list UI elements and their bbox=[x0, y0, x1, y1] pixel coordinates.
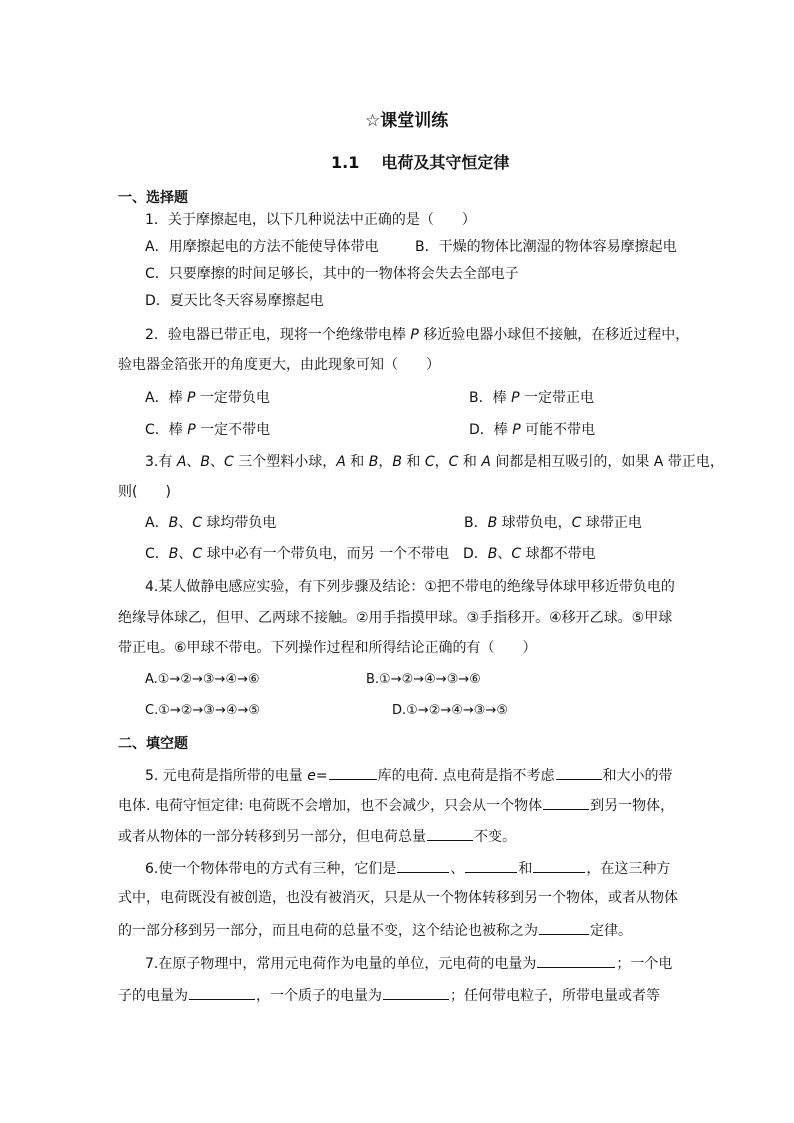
q2-stem-line2: 验电器金箔张开的角度更大，由此现象可知（ ） bbox=[118, 357, 440, 373]
q4-stem-line2: 绝缘导体球乙，但甲、乙两球不接触。②用手指摸甲球。③手指移开。④移开乙球。⑤甲球 bbox=[118, 610, 673, 626]
q5-line3: 或者从物体的一部分转移到另一部分，但电荷总量 不变。 bbox=[118, 826, 516, 846]
answer-blank[interactable] bbox=[397, 858, 449, 873]
answer-blank[interactable] bbox=[533, 858, 585, 873]
q5-line2: 电体. 电荷守恒定律: 电荷既不会增加，也不会减少，只会从一个物体 到另一物体， bbox=[118, 795, 674, 815]
section-heading bbox=[331, 150, 509, 173]
answer-blank[interactable] bbox=[537, 953, 615, 968]
q6-line3: 的一部分移到另一部分，而且电荷的总量不变，这个结论也被称之为 定律。 bbox=[118, 920, 632, 940]
q7-line2: 子的电量为 ，一个质子的电量为 ；任何带电粒子，所带电量或者等 bbox=[118, 985, 660, 1005]
answer-blank[interactable] bbox=[189, 985, 255, 1000]
q4-stem-line1: 4.某人做静电感应实验，有下列步骤及结论：①把不带电的绝缘导体球甲移近带负电的 bbox=[145, 579, 675, 595]
answer-blank[interactable] bbox=[539, 920, 589, 935]
q1-option-d: D．夏天比冬天容易摩擦起电 bbox=[145, 293, 324, 309]
q3-option-c: C．B、C 球中必有一个带负电，而另 一个不带电 bbox=[145, 546, 450, 562]
q4-option-b: B.①→②→④→③→⑥ bbox=[366, 672, 481, 687]
answer-blank[interactable] bbox=[556, 765, 602, 780]
q1-option-c: C．只要摩擦的时间足够长，其中的一物体将会失去全部电子 bbox=[145, 266, 519, 282]
q4-option-d: D.①→②→④→③→⑤ bbox=[392, 703, 508, 718]
q4-stem-line3: 带正电。⑥甲球不带电。下列操作过程和所得结论正确的有（ ） bbox=[118, 640, 537, 656]
q3-option-b: B．B 球带负电，C 球带正电 bbox=[464, 515, 642, 531]
section-title: 电荷及其守恒定律 bbox=[381, 153, 510, 172]
q3-option-a: A．B、C 球均带负电 bbox=[145, 515, 277, 531]
q6-line2: 式中，电荷既没有被创造，也没有被消灭，只是从一个物体转移到另一个物体，或者从物体 bbox=[118, 890, 678, 906]
section-number: 1.1 bbox=[331, 153, 360, 172]
q7-line1: 7.在原子物理中，常用元电荷作为电量的单位，元电荷的电量为 ；一个电 bbox=[145, 953, 672, 973]
answer-blank[interactable] bbox=[465, 858, 517, 873]
page-title: ☆课堂训练 bbox=[365, 111, 449, 131]
answer-blank[interactable] bbox=[427, 826, 473, 841]
q4-option-a: A.①→②→③→④→⑥ bbox=[145, 672, 260, 687]
section-label-choice: 一、选择题 bbox=[118, 190, 188, 206]
section-label-fill: 二、填空题 bbox=[118, 736, 188, 752]
q1-option-b: B．干燥的物体比潮湿的物体容易摩擦起电 bbox=[415, 239, 677, 255]
q1-option-a: A．用摩擦起电的方法不能使导体带电 bbox=[145, 239, 379, 255]
q3-stem-line1: 3.有 A、B、C 三个塑料小球，A 和 B，B 和 C，C 和 A 间都是相互吸引的，如果 A 带正电， bbox=[145, 454, 724, 470]
q6-line1: 6.使一个物体带电的方式有三种，它们是 、 和 ，在这三种方 bbox=[145, 858, 670, 878]
q2-option-a: A．棒 P 一定带负电 bbox=[145, 390, 270, 406]
answer-blank[interactable] bbox=[329, 765, 377, 780]
q2-option-d: D．棒 P 可能不带电 bbox=[469, 422, 596, 438]
answer-blank[interactable] bbox=[543, 795, 589, 810]
q2-stem-line1: 2．验电器已带正电，现将一个绝缘带电棒 P 移近验电器小球但不接触，在移近过程中， bbox=[145, 327, 690, 343]
answer-blank[interactable] bbox=[383, 985, 449, 1000]
q2-option-b: B．棒 P 一定带正电 bbox=[469, 390, 594, 406]
q1-stem: 1．关于摩擦起电，以下几种说法中正确的是（ ） bbox=[145, 212, 476, 228]
q5-line1: 5. 元电荷是指所带的电量 e= 库的电荷. 点电荷是指不考虑 和大小的带 bbox=[145, 765, 673, 785]
q4-option-c: C.①→②→③→④→⑤ bbox=[145, 703, 261, 718]
q3-option-d: D．B、C 球都不带电 bbox=[463, 546, 596, 562]
q2-option-c: C．棒 P 一定不带电 bbox=[145, 422, 271, 438]
q3-stem-line2: 则( ) bbox=[118, 484, 171, 500]
